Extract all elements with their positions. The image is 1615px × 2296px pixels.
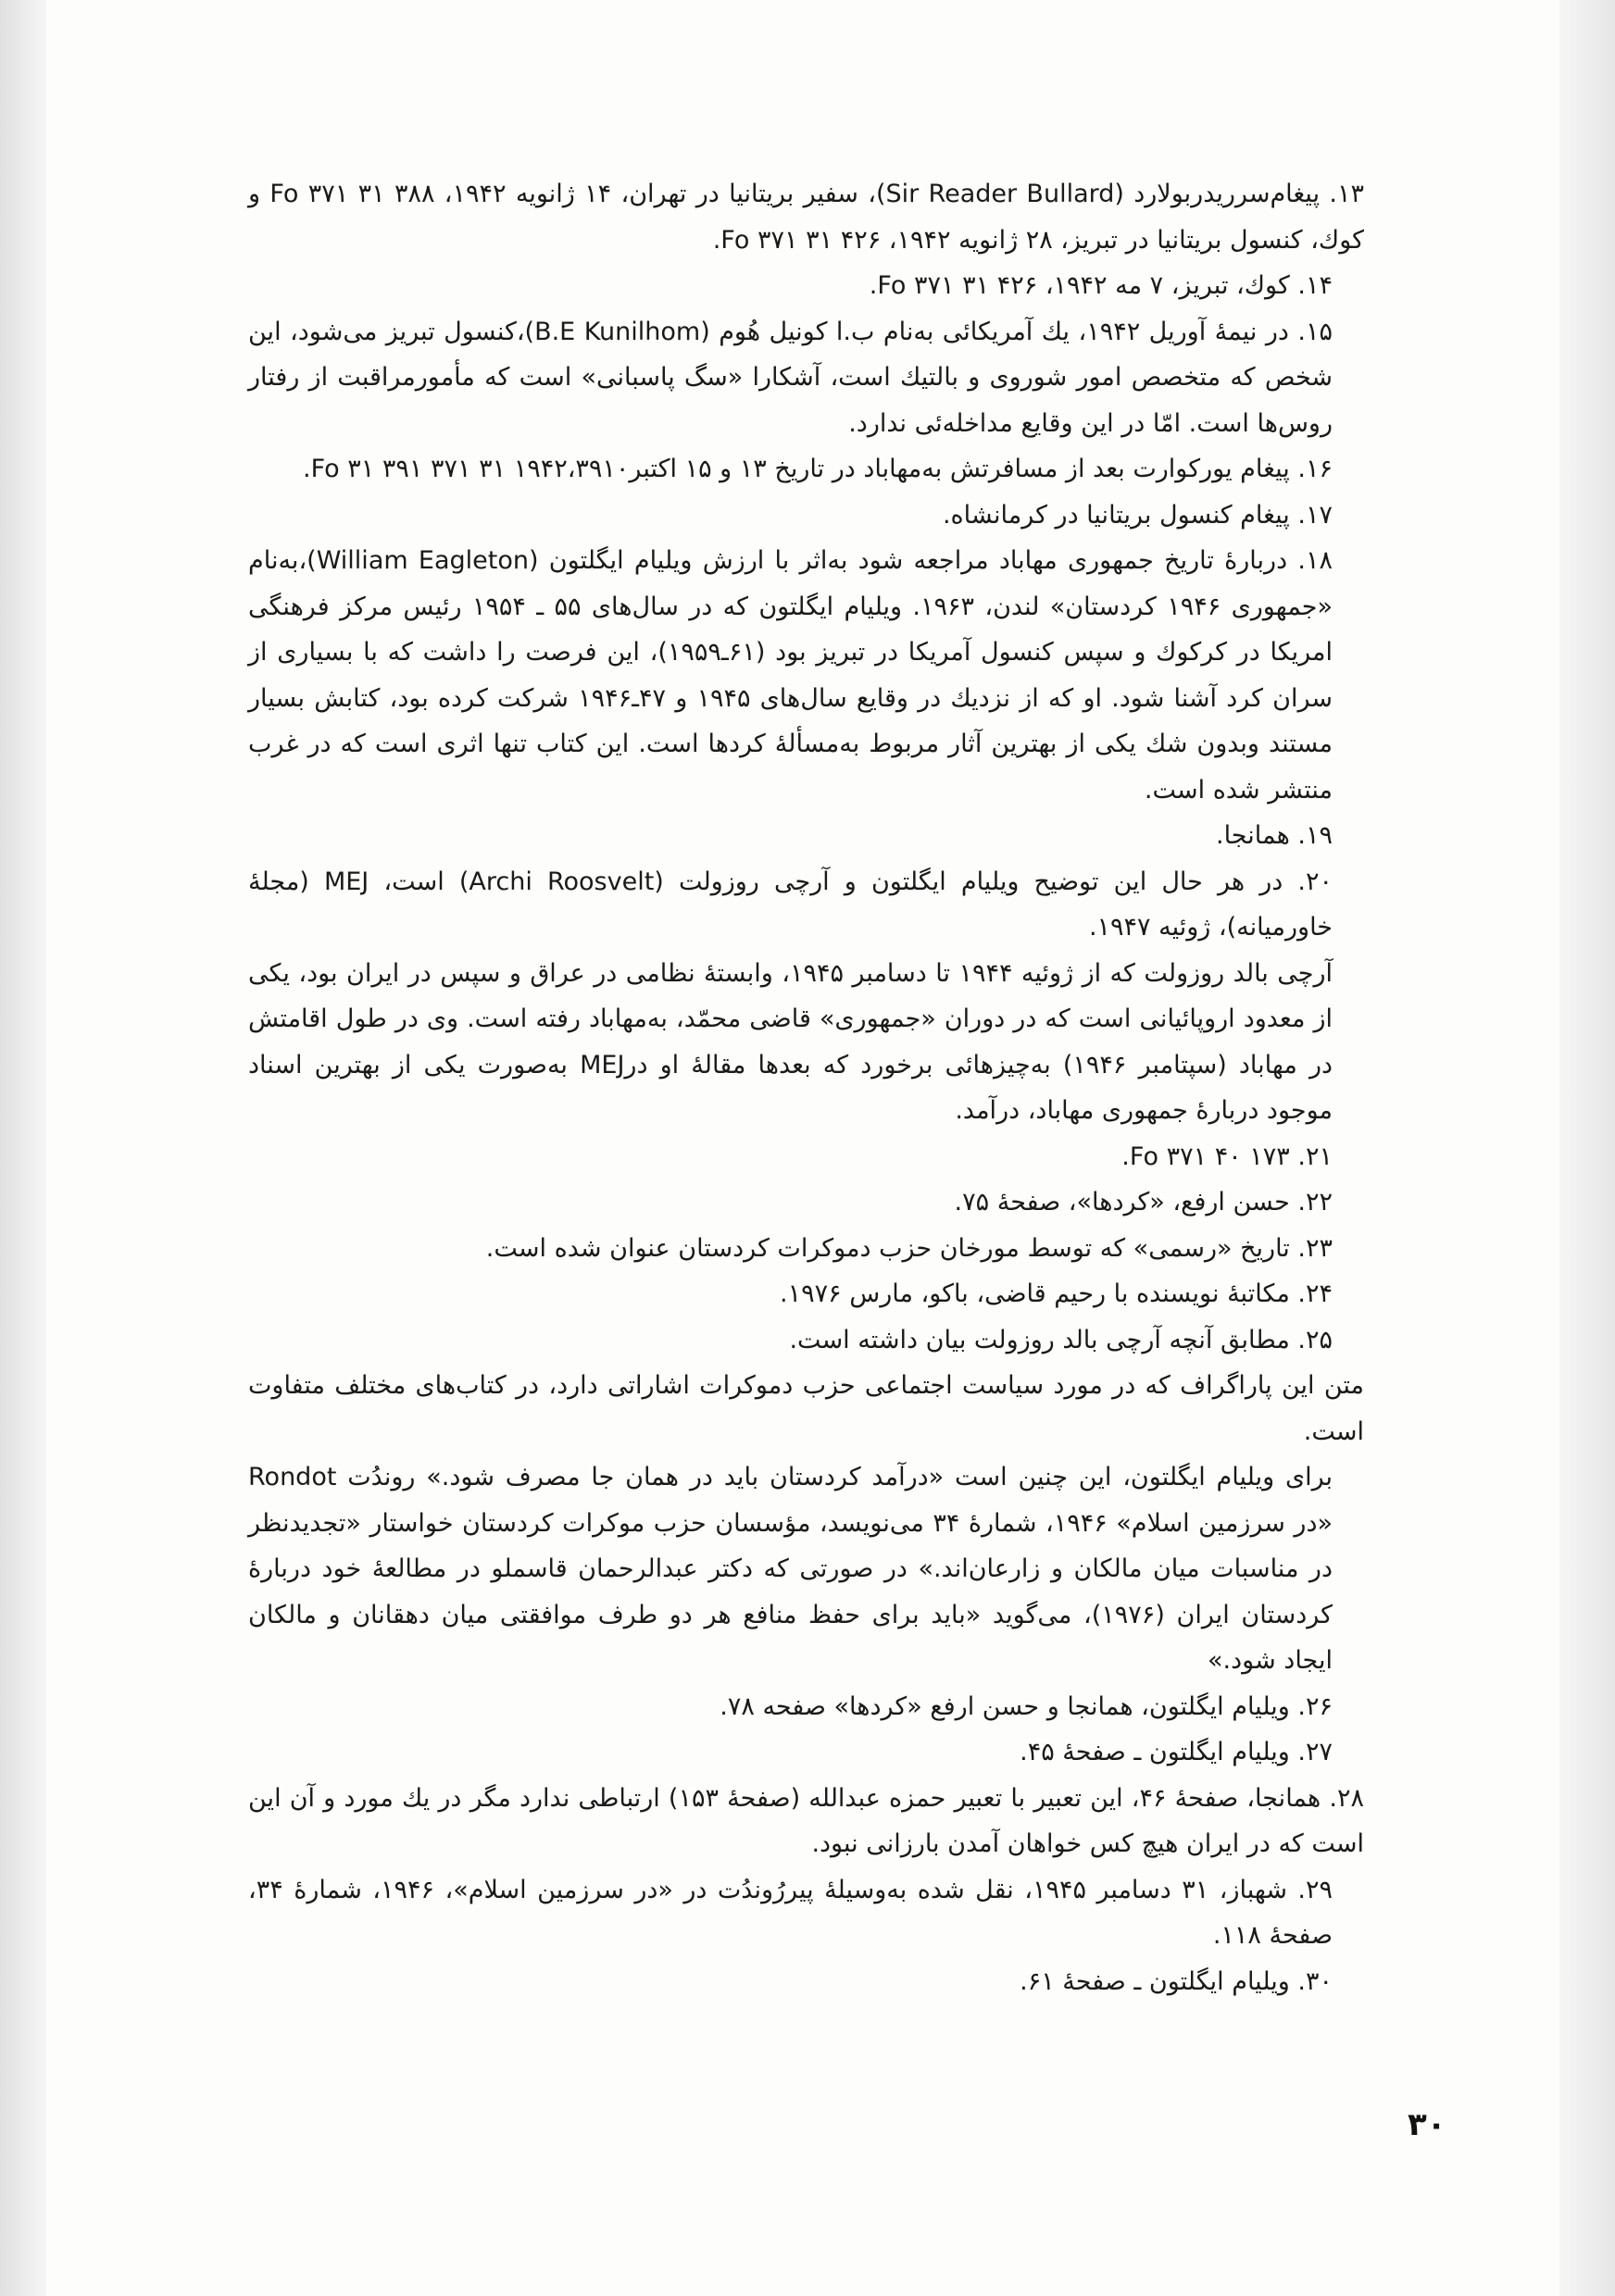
footnotes-body	[248, 171, 1364, 2004]
paragraph-eagleton-quote: برای ویلیام ایگلتون، این چنین است «درآمد کردستان باید در همان جا مصرف شود.» روندُت Rondot «در سرزمین اسلام» ۱۹۴۶، شمارهٔ ۳۴ می‌نویسد، مؤسسان حزب موکرات کردستان خواستار «تجدیدنظر در مناسبات میان مالکان و زارعان‌اند.» در صورتی که دکتر عبدالرحمان قاسملو در مطالعهٔ خود دربارهٔ کردستان ایران (۱۹۷۶)، می‌گوید «باید برای حفظ منافع هر دو طرف موافقتی میان دهقانان و مالکان ایجاد شود.»	[248, 1463, 1333, 1675]
footnote-27: ۲۷. ویلیام ایگلتون ـ صفحهٔ ۴۵.	[1020, 1738, 1333, 1766]
footnote-22: ۲۲. حسن ارفع، «کردها»، صفحهٔ ۷۵.	[954, 1188, 1333, 1217]
footnote-25: ۲۵. مطابق آنچه آرچی بالد روزولت بیان داشته است.	[789, 1325, 1333, 1354]
footnote-30: ۳۰. ویلیام ایگلتون ـ صفحهٔ ۶۱.	[1020, 1966, 1333, 1996]
scan-edge-left	[0, 0, 46, 2296]
page-number: ۳۰	[1408, 2106, 1446, 2143]
footnote-14: ۱۴. کوك، تبریز، ۷ مه ۱۹۴۲، ۴۲۶ ۳۱ ۳۷۱ Fo.	[869, 271, 1333, 300]
footnote-19: ۱۹. همانجا.	[1215, 821, 1333, 850]
paragraph-social-policy: متن این پاراگراف که در مورد سیاست اجتماعی حزب دموکرات اشاراتی دارد، در کتاب‌های مختلف متفاوت است.	[248, 1371, 1364, 1446]
footnote-26: ۲۶. ویلیام ایگلتون، همانجا و حسن ارفع «کردها» صفحه ۷۸.	[720, 1691, 1333, 1721]
footnote-20: ۲۰. در هر حال این توضیح ویلیام ایگلتون و آرچی روزولت (Archi Roosvelt) است، MEJ (مجلهٔ خاورمیانه)، ژوئیه ۱۹۴۷.	[248, 867, 1333, 942]
scan-edge-right	[1559, 0, 1615, 2296]
footnote-29: ۲۹. شهباز، ۳۱ دسامبر ۱۹۴۵، نقل شده به‌وسیلهٔ پیررُوندُت در «در سرزمین اسلام»، ۱۹۴۶، شمارهٔ ۳۴، صفحهٔ ۱۱۸.	[248, 1875, 1333, 1950]
footnote-13: ۱۳. پیغام‌سرریدربولارد (Sir Reader Bullard)، سفیر بریتانیا در تهران، ۱۴ ژانویه ۱۹۴۲، ۳۸۸ ۳۱ ۳۷۱ Fo و کوك، کنسول بریتانیا در تبریز، ۲۸ ژانویه ۱۹۴۲، ۴۲۶ ۳۱ ۳۷۱ Fo.	[248, 180, 1364, 255]
footnote-18: ۱۸. دربارهٔ تاریخ جمهوری مهاباد مراجعه شود به‌اثر با ارزش ویلیام ایگلتون (William Eagleton)،به‌نام «جمهوری ۱۹۴۶ کردستان» لندن، ۱۹۶۳. ویلیام ایگلتون که در سال‌های ۵۵ ـ ۱۹۵۴ رئیس مرکز فرهنگی امریکا در کرکوك و سپس کنسول آمریکا در تبریز بود (۶۱ـ۱۹۵۹)، این فرصت را داشت که با بسیاری از سران کرد آشنا شود. او که از نزدیك در وقایع سال‌های ۱۹۴۵ و ۴۷ـ۱۹۴۶ شرکت کرده بود، کتابش بسیار مستند وبدون شك یکی از بهترین آثار مربوط به‌مسألهٔ کردها است. این کتاب تنها اثری است که در غرب منتشر شده است.	[248, 546, 1333, 805]
roosevelt-paragraph: آرچی بالد روزولت که از ژوئیه ۱۹۴۴ تا دسامبر ۱۹۴۵، وابستهٔ نظامی در عراق و سپس در ایران بود، یکی از معدود اروپائیانی است که در دوران «جمهوری» قاضی محمّد، به‌مهاباد رفته است. وی در طول اقامتش در مهاباد (سپتامبر ۱۹۴۶) به‌چیزهائی برخورد که بعدها مقالهٔ او درMEJ به‌صورت یکی از بهترین اسناد موجود دربارهٔ جمهوری مهاباد، درآمد.	[248, 958, 1333, 1125]
footnote-28: ۲۸. همانجا، صفحهٔ ۴۶، این تعبیر با تعبیر حمزه عبدالله (صفحهٔ ۱۵۳) ارتباطی ندارد مگر در یك مورد و آن این است که در ایران هیچ کس خواهان آمدن بارزانی نبود.	[248, 1783, 1365, 1858]
footnote-17: ۱۷. پیغام کنسول بریتانیا در کرمانشاه.	[942, 500, 1333, 530]
footnote-21: ۲۱. ۱۷۳ ۴۰ ۳۷۱ Fo.	[1121, 1142, 1333, 1171]
footnote-23: ۲۳. تاریخ «رسمی» که توسط مورخان حزب دموکرات کردستان عنوان شده است.	[485, 1233, 1333, 1263]
footnote-24: ۲۴. مکاتبهٔ نویسنده با رحیم قاضی، باکو، مارس ۱۹۷۶.	[780, 1279, 1333, 1308]
footnote-16: ۱۶. پیغام یورکوارت بعد از مسافرتش به‌مهاباد در تاریخ ۱۳ و ۱۵ اکتبر۱۹۴۲،۳۹۱۰ ۳۱ ۳۷۱ ۳۹۱ ۳۱ Fo.	[302, 455, 1333, 483]
footnote-15: ۱۵. در نیمهٔ آوریل ۱۹۴۲، یك آمریکائی به‌نام ب.ا کونیل هُوم (B.E Kunilhom)،کنسول تبریز می‌شود، این شخص که متخصص امور شوروی و بالتیك است، آشکارا «سگ پاسبانی» است که مأمورمراقبت از رفتار روس‌ها است. امّا در این وقایع مداخله‌ئی ندارد.	[248, 317, 1333, 438]
